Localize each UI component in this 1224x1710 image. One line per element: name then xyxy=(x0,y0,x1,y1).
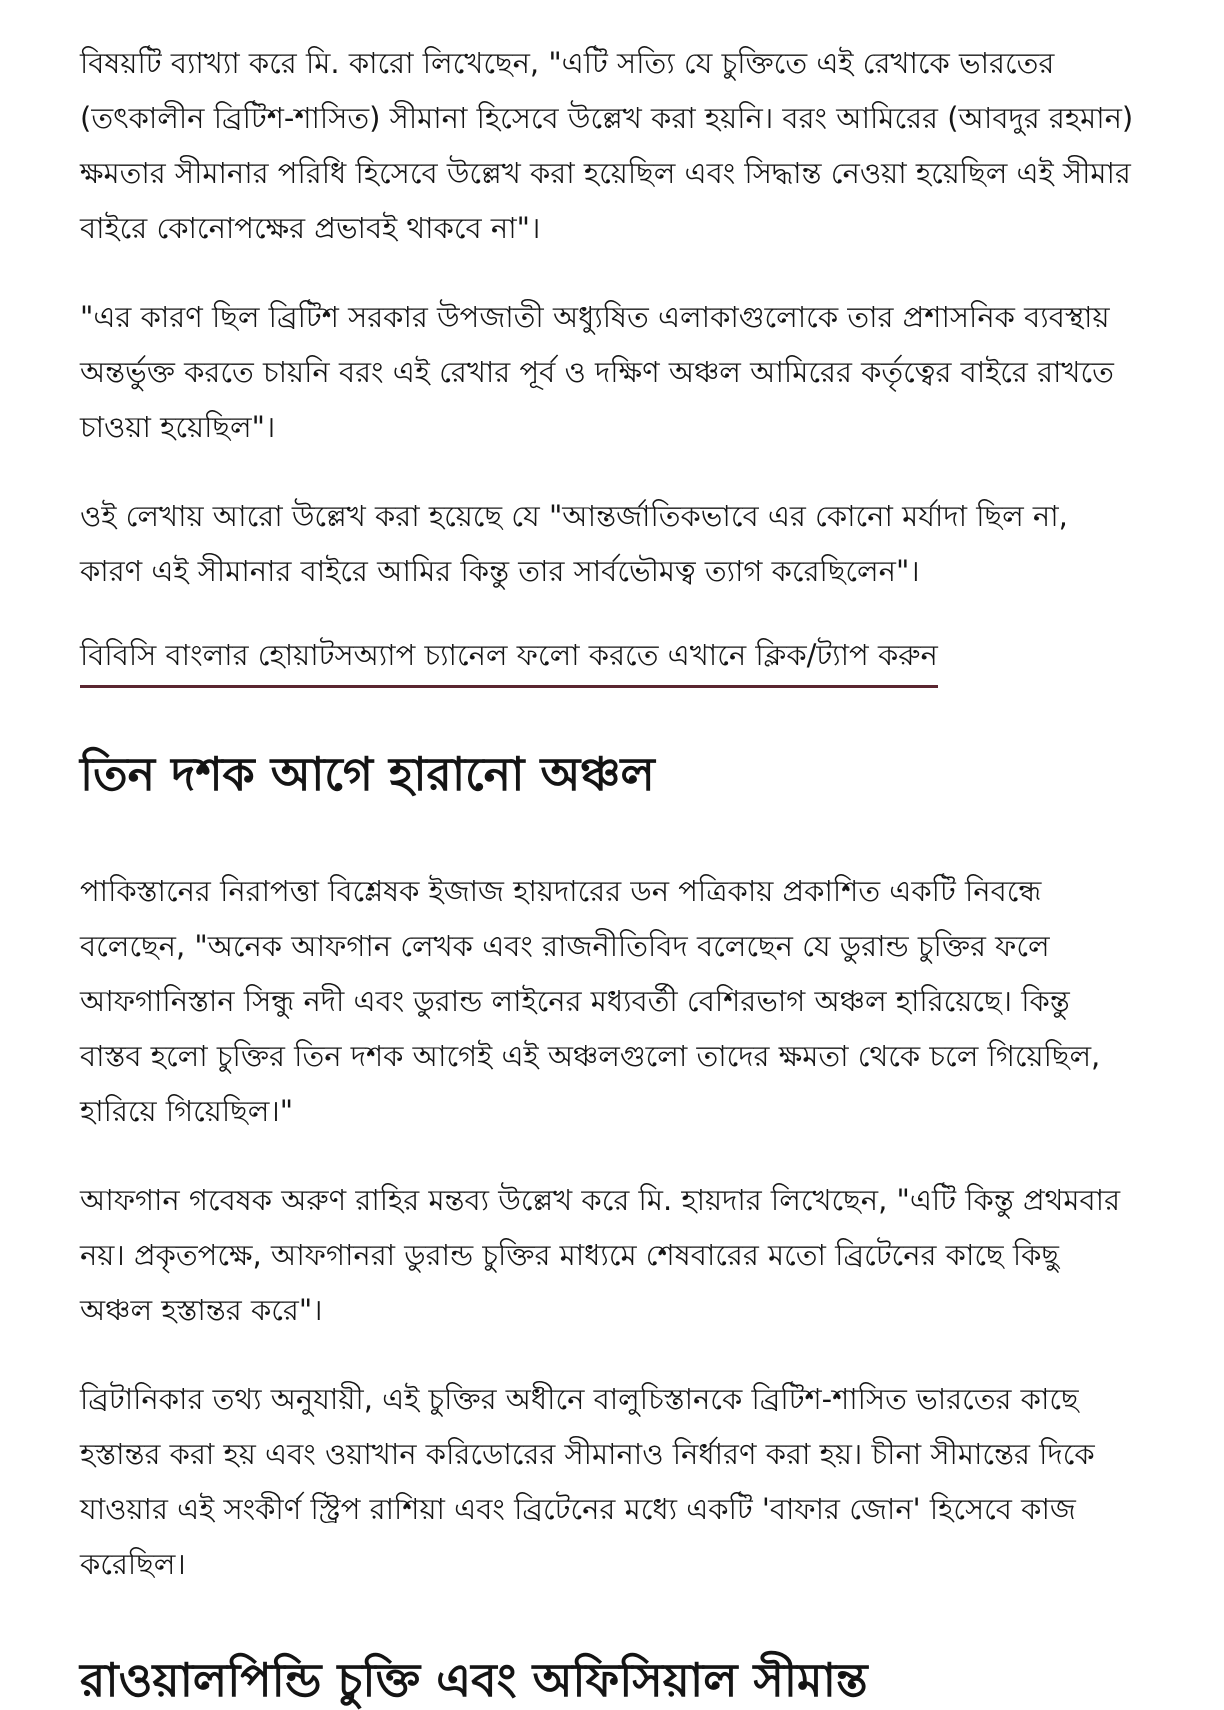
whatsapp-channel-link[interactable]: বিবিসি বাংলার হোয়াটসঅ্যাপ চ্যানেল ফলো করতে এখানে ক্লিক/ট্যাপ করুন xyxy=(80,633,938,688)
whatsapp-promo xyxy=(80,633,1138,688)
paragraph-britannica-info: ব্রিটানিকার তথ্য অনুযায়ী, এই চুক্তির অধীনে বালুচিস্তানকে ব্রিটিশ-শাসিত ভারতের কাছে হস্তান্তর করা হয় এবং ওয়াখান করিডোরের সীমানাও নির্ধারণ করা হয়। চীনা সীমান্তের দিকে যাওয়ার এই সংকীর্ণ স্ট্রিপ রাশিয়া এবং ব্রিটেনের মধ্যে একটি 'বাফার জোন' হিসেবে কাজ করেছিল। xyxy=(80,1382,1095,1581)
section-heading-rawalpindi-treaty: রাওয়ালপিন্ডি চুক্তি এবং অফিসিয়াল সীমান্ত xyxy=(80,1653,868,1707)
paragraph-rahi-comment: আফগান গবেষক অরুণ রাহির মন্তব্য উল্লেখ করে মি. হায়দার লিখেছেন, "এটি কিন্তু প্রথমবার নয়। প্রকৃতপক্ষে, আফগানরা ডুরান্ড চুক্তির মাধ্যমে শেষবারের মতো ব্রিটেনের কাছে কিছু অঞ্চল হস্তান্তর করে"। xyxy=(80,1183,1121,1327)
paragraph-haider-analysis: পাকিস্তানের নিরাপত্তা বিশ্লেষক ইজাজ হায়দারের ডন পত্রিকায় প্রকাশিত একটি নিবন্ধে বলেছেন, "অনেক আফগান লেখক এবং রাজনীতিবিদ বলেছেন যে ডুরান্ড চুক্তির ফলে আফগানিস্তান সিন্ধু নদী এবং ডুরান্ড লাইনের মধ্যবর্তী বেশিরভাগ অঞ্চল হারিয়েছে। কিন্তু বাস্তব হলো চুক্তির তিন দশক আগেই এই অঞ্চলগুলো তাদের ক্ষমতা থেকে চলে গিয়েছিল, হারিয়ে গিয়েছিল।" xyxy=(80,874,1101,1128)
paragraph-quote-caroe-3: ওই লেখায় আরো উল্লেখ করা হয়েছে যে "আন্তর্জাতিকভাবে এর কোনো মর্যাদা ছিল না, কারণ এই সীমানার বাইরে আমির কিন্তু তার সার্বভৌমত্ব ত্যাগ করেছিলেন"। xyxy=(80,499,1068,588)
section-heading-lost-territory: তিন দশক আগে হারানো অঞ্চল xyxy=(80,747,655,801)
paragraph-quote-caroe-1: বিষয়টি ব্যাখ্যা করে মি. কারো লিখেছেন, "এটি সত্যি যে চুক্তিতে এই রেখাকে ভারতের (তৎকালীন ব্রিটিশ-শাসিত) সীমানা হিসেবে উল্লেখ করা হয়নি। বরং আমিরের (আবদুর রহমান) ক্ষমতার সীমানার পরিধি হিসেবে উল্লেখ করা হয়েছিল এবং সিদ্ধান্ত নেওয়া হয়েছিল এই সীমার বাইরে কোনোপক্ষের প্রভাবই থাকবে না"। xyxy=(80,46,1134,245)
paragraph-quote-caroe-2: "এর কারণ ছিল ব্রিটিশ সরকার উপজাতী অধ্যুষিত এলাকাগুলোকে তার প্রশাসনিক ব্যবস্থায় অন্তর্ভুক্ত করতে চায়নি বরং এই রেখার পূর্ব ও দক্ষিণ অঞ্চল আমিরের কর্তৃত্বের বাইরে রাখতে চাওয়া হয়েছিল"। xyxy=(80,300,1114,444)
